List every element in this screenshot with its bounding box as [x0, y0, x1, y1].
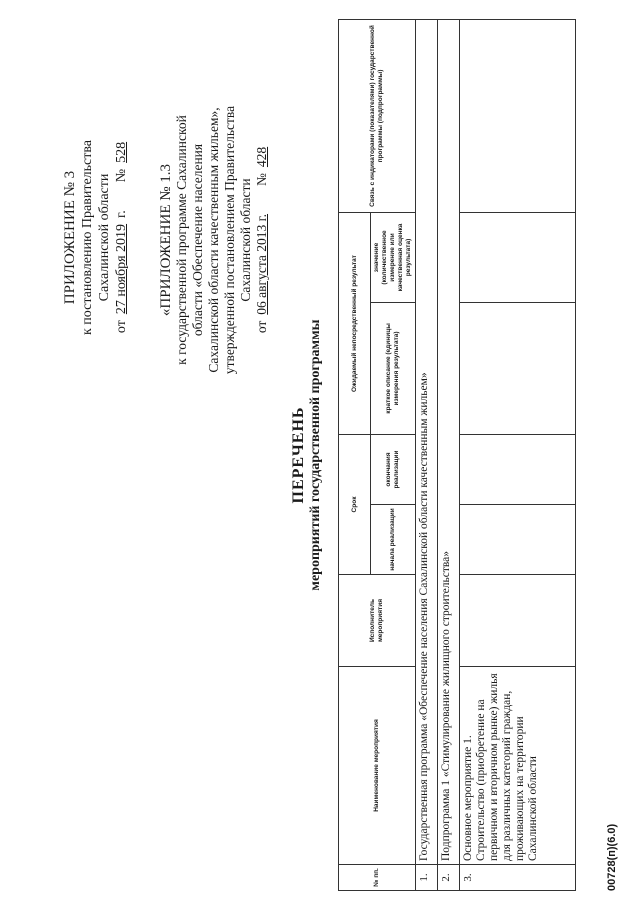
header-result-desc: краткое описание (единицы измерения результата) [371, 302, 416, 434]
row-link-cell [460, 19, 576, 212]
appendix-3-number: 528 [114, 141, 129, 163]
table-row [438, 19, 460, 890]
row-text: Подпрограмма 1 «Стимулирование жилищного строительства» [438, 19, 460, 864]
appendix-1-3-line4: утвержденной постановлением Правительства [222, 105, 237, 375]
document-title [290, 205, 324, 705]
appendix-3-line1: к постановлению Правительства [80, 139, 95, 336]
table-row [460, 19, 576, 890]
appendix-1-3-num-label: № [254, 173, 269, 186]
header-term: Срок [339, 434, 371, 574]
row-text: Основное мероприятие 1. Строительство (приобретение на первичном и вторичном рынке) жилья для различных категорий граждан, проживающих на территории Сахалинской области [460, 667, 576, 865]
row-result-desc-cell [460, 302, 576, 434]
measures-table [338, 19, 576, 891]
appendix-3-date-line [113, 130, 130, 345]
row-result-value-cell [460, 212, 576, 302]
row-executor-cell [460, 575, 576, 667]
appendix-1-3-date: 06 августа 2013 г. [254, 213, 269, 315]
appendix-3-block [62, 130, 130, 345]
header-result: Ожидаемый непосредственный результат [339, 212, 371, 434]
header-term-start: начала реализации [371, 505, 416, 575]
footer-code: 00728(п)(6.0) [606, 823, 618, 891]
row-term-start-cell [460, 505, 576, 575]
row-num: 3. [460, 865, 576, 891]
appendix-1-3-date-line [254, 90, 270, 390]
row-term-end-cell [460, 434, 576, 504]
row-num: 2. [438, 865, 460, 891]
table-header-row [339, 19, 371, 890]
appendix-3-date-prefix: от [114, 320, 129, 334]
appendix-1-3-line1: к государственной программе Сахалинской [174, 115, 189, 365]
document-title-sub: мероприятий государственной программы [308, 319, 323, 591]
appendix-3-num-label: № [114, 168, 129, 183]
appendix-1-3-line5: Сахалинской области [238, 178, 253, 302]
appendix-1-3-number: 428 [254, 146, 269, 168]
appendix-3-date: 27 ноября 2019 [114, 223, 129, 315]
appendix-3-year-suffix: г. [114, 210, 129, 218]
appendix-1-3-date-prefix: от [254, 320, 269, 334]
appendix-3-line2: Сахалинской области [97, 173, 112, 302]
header-result-value: значение (количественное измерение или качественная оценка результата) [371, 212, 416, 302]
header-term-end: окончания реализации [371, 434, 416, 504]
table-row [416, 19, 438, 890]
document-title-main: ПЕРЕЧЕНЬ [290, 406, 307, 504]
appendix-1-3-block [158, 90, 270, 390]
appendix-1-3-line3: Сахалинской области качественным жильем», [206, 107, 221, 373]
header-link: Связь с индикаторами (показателями) государственной программы (подпрограммы) [339, 19, 416, 212]
appendix-1-3-title: «ПРИЛОЖЕНИЕ № 1.3 [158, 163, 174, 317]
header-num: № пп. [339, 865, 416, 891]
header-executor: Исполнитель мероприятия [339, 575, 416, 667]
row-text: Государственная программа «Обеспечение населения Сахалинской области качественным жильем» [416, 19, 438, 864]
header-name: Наименование мероприятия [339, 667, 416, 865]
appendix-1-3-line2: области «Обеспечение населения [190, 143, 205, 337]
row-num: 1. [416, 865, 438, 891]
appendix-3-title: ПРИЛОЖЕНИЕ № 3 [62, 170, 78, 305]
